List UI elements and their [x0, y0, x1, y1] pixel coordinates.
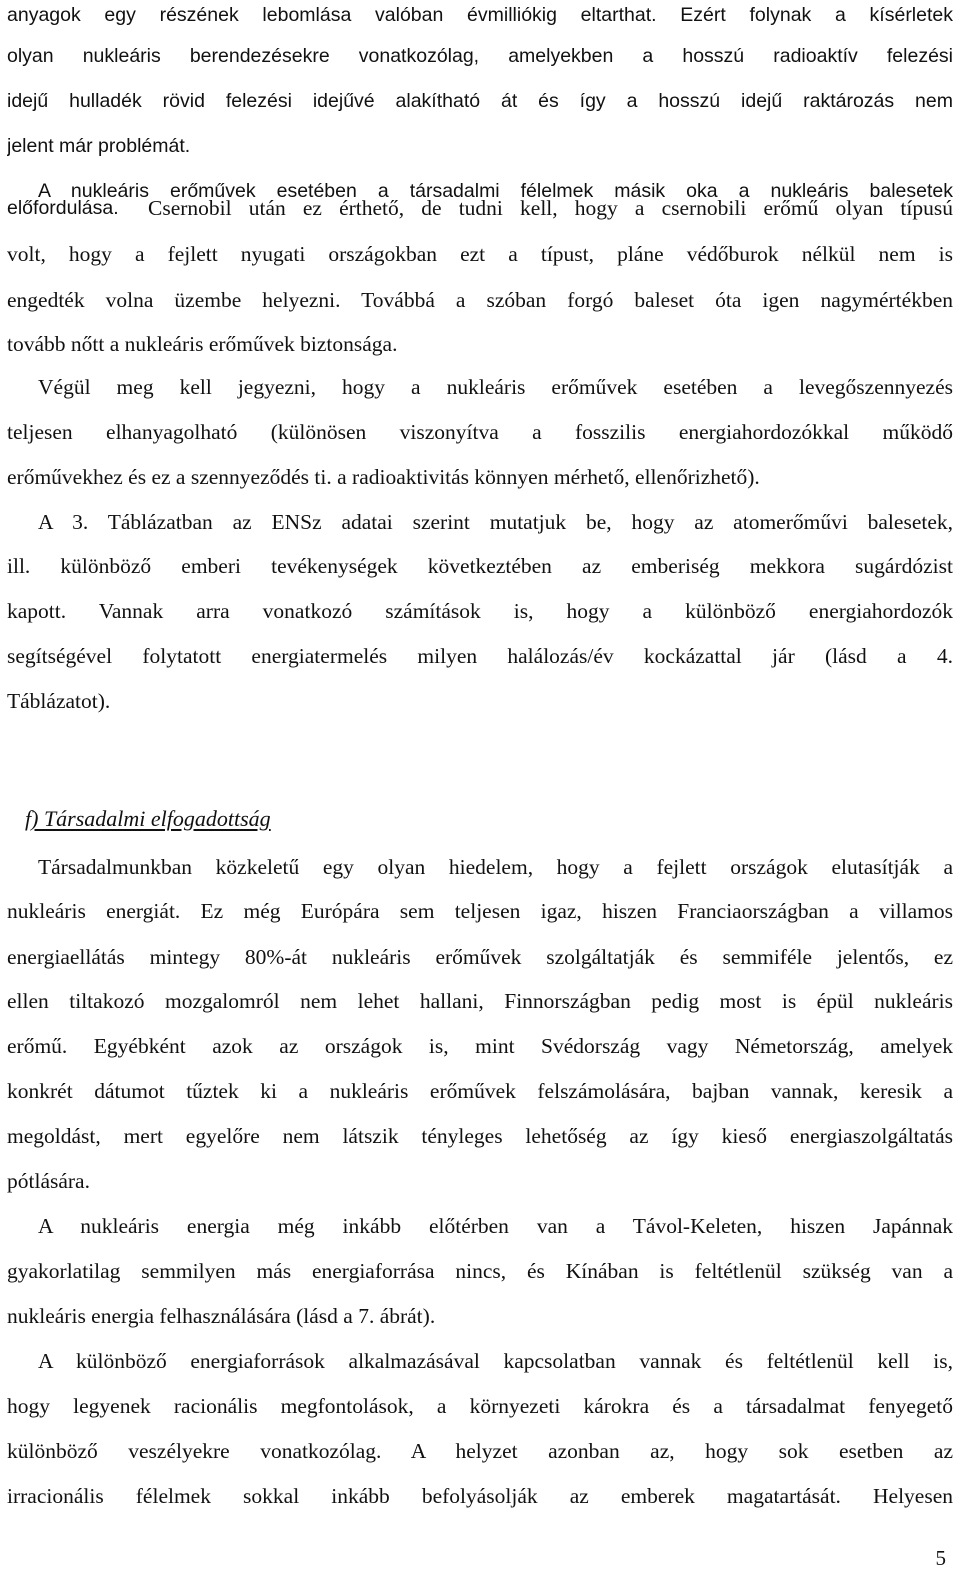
text-line: ellen tiltakozó mozgalomról nem lehet hallani, Finnországban pedig most is épül nukleáris — [7, 989, 953, 1013]
text-line: Táblázatot). — [7, 689, 111, 713]
text-line: olyan nukleáris berendezésekre vonatkozólag, amelyekben a hosszú radioaktív felezési — [7, 45, 953, 67]
text-line: különböző veszélyekre vonatkozólag. A helyzet azonban az, hogy sok esetben az — [7, 1439, 953, 1463]
text-line: kapott. Vannak arra vonatkozó számítások is, hogy a különböző energiahordozók — [7, 599, 953, 623]
text-line: anyagok egy részének lebomlása valóban évmilliókig eltarthat. Ezért folynak a kísérletek — [7, 4, 953, 26]
section-heading: f) Társadalmi elfogadottság — [25, 806, 271, 831]
text-line: jelent már problémát. — [7, 135, 191, 157]
text-line: erőmű. Egyébként azok az országok is, mint Svédország vagy Németország, amelyek — [7, 1034, 953, 1058]
text-line: irracionális félelmek sokkal inkább befolyásolják az emberek magatartását. Helyesen — [7, 1484, 953, 1508]
text-line: engedték volna üzembe helyezni. Továbbá a szóban forgó baleset óta igen nagymértékben — [7, 288, 953, 312]
text-fragment: Csernobil után ez érthető, de tudni kell, hogy a csernobili erőmű olyan típusú — [148, 196, 953, 220]
text-line: megoldást, mert egyelőre nem látszik tényleges lehetőség az így kieső energiaszolgáltatás — [7, 1124, 953, 1148]
text-line: hogy legyenek racionális megfontolások, a környezeti károkra és a társadalmat fenyegető — [7, 1394, 953, 1418]
text-line: tovább nőtt a nukleáris erőművek biztonsága. — [7, 332, 398, 356]
mixed-line — [7, 193, 953, 229]
text-fragment: előfordulása. — [7, 197, 119, 219]
text-line: A 3. Táblázatban az ENSz adatai szerint mutatjuk be, hogy az atomerőművi balesetek, — [38, 510, 953, 534]
text-line: Végül meg kell jegyezni, hogy a nukleáris erőművek esetében a levegőszennyezés — [38, 375, 953, 399]
text-line: konkrét dátumot tűztek ki a nukleáris erőművek felszámolására, bajban vannak, keresik a — [7, 1079, 953, 1103]
text-line: teljesen elhanyagolható (különösen viszonyítva a fosszilis energiahordozókkal működő — [7, 420, 953, 444]
text-line: nukleáris energiát. Ez még Európára sem teljesen igaz, hiszen Franciaországban a villamos — [7, 899, 953, 923]
text-line: idejű hulladék rövid felezési idejűvé alakítható át és így a hosszú idejű raktározás nem — [7, 90, 953, 112]
page-number: 5 — [935, 1546, 946, 1570]
text-line: A különböző energiaforrások alkalmazásával kapcsolatban vannak és feltétlenül kell is, — [38, 1349, 953, 1373]
text-line: A nukleáris energia még inkább előtérben van a Távol-Keleten, hiszen Japánnak — [38, 1214, 953, 1238]
text-line: energiaellátás mintegy 80%-át nukleáris erőművek szolgáltatják és semmiféle jelentős, ez — [7, 945, 953, 969]
text-line: nukleáris energia felhasználására (lásd a 7. ábrát). — [7, 1304, 436, 1328]
text-line: volt, hogy a fejlett nyugati országokban ezt a típust, pláne védőburok nélkül nem is — [7, 242, 953, 266]
text-line: ill. különböző emberi tevékenységek következtében az emberiség mekkora sugárdózist — [7, 554, 953, 578]
text-line: segítségével folytatott energiatermelés milyen halálozás/év kockázattal jár (lásd a 4. — [7, 644, 953, 668]
text-line: pótlására. — [7, 1169, 90, 1193]
text-line: Társadalmunkban közkeletű egy olyan hiedelem, hogy a fejlett országok elutasítják a — [38, 855, 953, 879]
text-line: A nukleáris erőművek esetében a társadalmi félelmek másik oka a nukleáris balesetek — [38, 180, 953, 202]
text-line: erőművekhez és ez a szennyeződés ti. a radioaktivitás könnyen mérhető, ellenőrizhető). — [7, 465, 760, 489]
text-line: gyakorlatilag semmilyen más energiaforrása nincs, és Kínában is feltétlenül szükség van a — [7, 1259, 953, 1283]
